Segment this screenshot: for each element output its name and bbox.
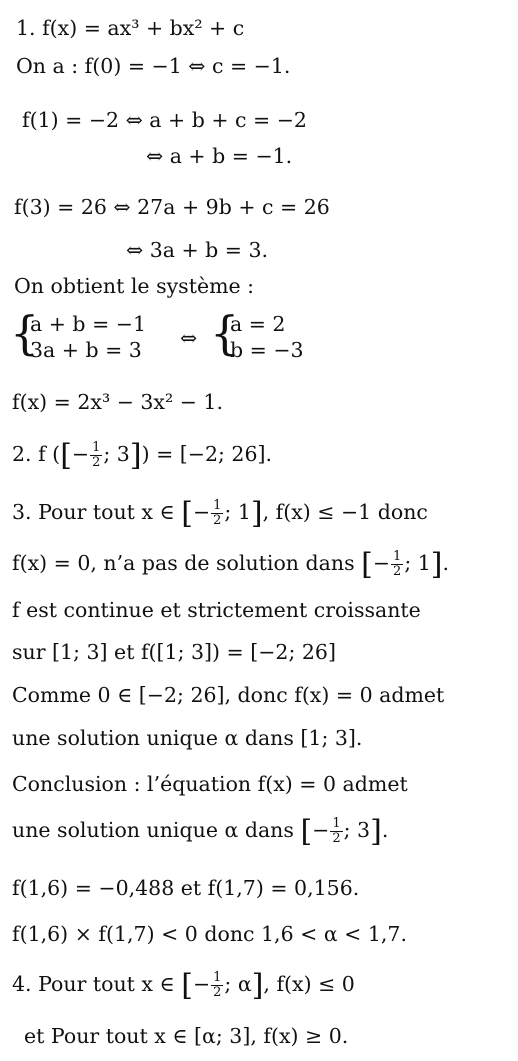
line-4: ⇔ a + b = −1. (146, 144, 293, 168)
right-brace: { (210, 306, 240, 360)
fraction-half: $\frac{1}{2}$ (332, 816, 341, 846)
line-14: Comme 0 ∈ [−2; 26], donc f(x) = 0 admet (12, 683, 445, 707)
line-1: 1. f(x) = ax³ + bx² + c (16, 16, 245, 40)
line-3: f(1) = −2 ⇔ a + b + c = −2 (22, 108, 307, 132)
line-8: f(x) = 2x³ − 3x² − 1. (12, 390, 223, 414)
left-brace: { (10, 306, 40, 360)
fraction-half: $\frac{1}{2}$ (213, 970, 222, 1000)
line-5: f(3) = 26 ⇔ 27a + 9b + c = 26 (14, 195, 330, 219)
line-21: et Pour tout x ∈ [α; 3], f(x) ≥ 0. (24, 1024, 349, 1048)
fraction-half: $\frac{1}{2}$ (393, 549, 402, 579)
system-equivalence: ⇔ (180, 326, 198, 350)
line-17: une solution unique α dans [− $\frac{1}{2}$ ; 3]. (12, 814, 389, 849)
line-9-suffix: ) = [−2; 26]. (141, 442, 273, 466)
line-20: 4. Pour tout x ∈ [− $\frac{1}{2}$ ; α], f(x) ≤ 0 (12, 968, 355, 1003)
line-2: On a : f(0) = −1 ⇔ c = −1. (16, 54, 291, 78)
fraction-half: $\frac{1}{2}$ (213, 498, 222, 528)
system-right-row-1: a = 2 (230, 312, 286, 336)
line-11: f(x) = 0, n’a pas de solution dans [− $\frac{1}{2}$ ; 1]. (12, 547, 450, 582)
line-15: une solution unique α dans [1; 3]. (12, 726, 363, 750)
line-13: sur [1; 3] et f([1; 3]) = [−2; 26] (12, 640, 336, 664)
line-9: 2. f ([− $\frac{1}{2}$ ; 3]) = [−2; 26]. (12, 438, 273, 473)
line-7: On obtient le système : (14, 274, 255, 298)
line-16: Conclusion : l’équation f(x) = 0 admet (12, 772, 408, 796)
line-9-prefix: 2. f ( (12, 442, 61, 466)
fraction-half: $\frac{1}{2}$ (92, 440, 101, 470)
system-right-row-2: b = −3 (230, 338, 304, 362)
line-6: ⇔ 3a + b = 3. (126, 238, 269, 262)
line-19: f(1,6) × f(1,7) < 0 donc 1,6 < α < 1,7. (12, 922, 407, 946)
system-equation (10, 308, 330, 368)
line-10: 3. Pour tout x ∈ [− $\frac{1}{2}$ ; 1], f(x) ≤ −1 donc (12, 496, 428, 531)
line-12: f est continue et strictement croissante (12, 598, 421, 622)
line-18: f(1,6) = −0,488 et f(1,7) = 0,156. (12, 876, 360, 900)
system-left-row-1: a + b = −1 (30, 312, 146, 336)
system-left-row-2: 3a + b = 3 (30, 338, 142, 362)
